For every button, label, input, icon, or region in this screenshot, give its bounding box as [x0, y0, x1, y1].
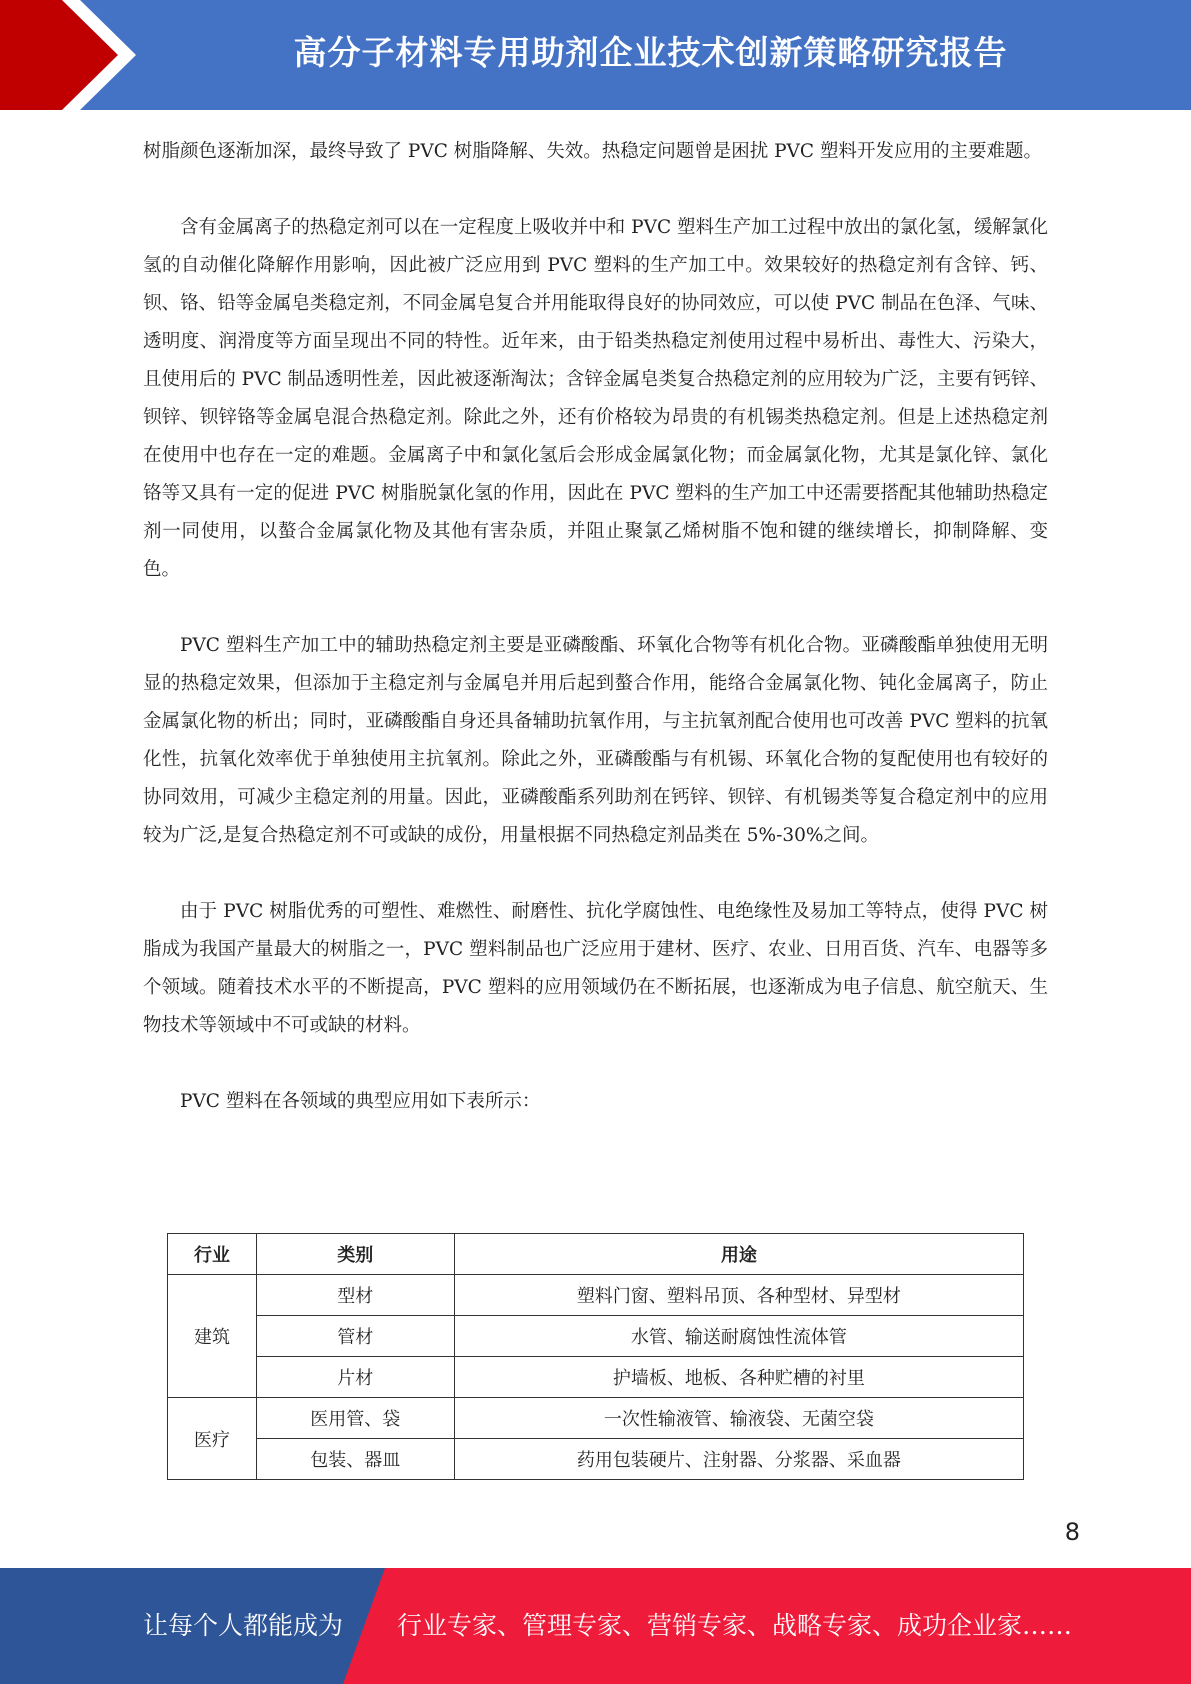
table-row — [168, 1316, 1024, 1357]
page-footer — [0, 1568, 1191, 1684]
table-cell-use: 护墙板、地板、各种贮槽的衬里 — [454, 1357, 1023, 1398]
table-cell-industry: 医疗 — [168, 1398, 257, 1480]
table-cell-category: 型材 — [256, 1275, 454, 1316]
table-cell-use: 一次性输液管、输液袋、无菌空袋 — [454, 1398, 1023, 1439]
header-arrow-icon — [0, 0, 150, 110]
table-row — [168, 1275, 1024, 1316]
table-header-use: 用途 — [454, 1234, 1023, 1275]
paragraph-1: 树脂颜色逐渐加深，最终导致了 PVC 树脂降解、失效。热稳定问题曾是困扰 PVC 塑料开发应用的主要难题。 — [143, 141, 1042, 162]
table-cell-use: 药用包装硬片、注射器、分浆器、采血器 — [454, 1439, 1023, 1480]
body-content — [143, 133, 1048, 1159]
application-table — [167, 1233, 1024, 1480]
page-header — [0, 0, 1191, 110]
table-cell-industry: 建筑 — [168, 1275, 257, 1398]
application-table-wrapper — [167, 1233, 1024, 1481]
table-header-category: 类别 — [256, 1234, 454, 1275]
paragraph-4: 由于 PVC 树脂优秀的可塑性、难燃性、耐磨性、抗化学腐蚀性、电绝缘性及易加工等特点，使得 PVC 树脂成为我国产量最大的树脂之一，PVC 塑料制品也广泛应用于建材、医疗、农业、日用百货、汽车、电器等多个领域。随着技术水平的不断提高，PVC 塑料的应用领域仍在不断拓展，也逐渐成为电子信息、航空航天、生物技术等领域中不可或缺的材料。 — [143, 901, 1048, 1036]
table-cell-category: 片材 — [256, 1357, 454, 1398]
paragraph-2: 含有金属离子的热稳定剂可以在一定程度上吸收并中和 PVC 塑料生产加工过程中放出的氯化氢，缓解氯化氢的自动催化降解作用影响，因此被广泛应用到 PVC 塑料的生产加工中。效果较好的热稳定剂有含锌、钙、钡、铬、铅等金属皂类稳定剂，不同金属皂复合并用能取得良好的协同效应，可以使 PVC 制品在色泽、气味、透明度、润滑度等方面呈现出不同的特性。近年来，由于铅类热稳定剂使用过程中易析出、毒性大、污染大，且使用后的 PVC 制品透明性差，因此被逐渐淘汰；含锌金属皂类复合热稳定剂的应用较为广泛，主要有钙锌、钡锌、钡锌铬等金属皂混合热稳定剂。除此之外，还有价格较为昂贵的有机锡类热稳定剂。但是上述热稳定剂在使用中也存在一定的难题。金属离子中和氯化氢后会形成金属氯化物；而金属氯化物，尤其是氯化锌、氯化铬等又具有一定的促进 PVC 树脂脱氯化氢的作用，因此在 PVC 塑料的生产加工中还需要搭配其他辅助热稳定剂一同使用，以螯合金属氯化物及其他有害杂质，并阻止聚氯乙烯树脂不饱和键的继续增长，抑制降解、变色。 — [143, 217, 1048, 580]
table-cell-category: 包装、器皿 — [256, 1439, 454, 1480]
footer-slogan-left: 让每个人都能成为 — [143, 1611, 344, 1640]
table-header-industry: 行业 — [168, 1234, 257, 1275]
page-number: 8 — [1064, 1518, 1080, 1546]
paragraph-5: PVC 塑料在各领域的典型应用如下表所示： — [180, 1091, 541, 1112]
table-header-row — [168, 1234, 1024, 1275]
table-cell-category: 医用管、袋 — [256, 1398, 454, 1439]
table-row — [168, 1398, 1024, 1439]
table-cell-use: 水管、输送耐腐蚀性流体管 — [454, 1316, 1023, 1357]
table-row — [168, 1357, 1024, 1398]
report-title: 高分子材料专用助剂企业技术创新策略研究报告 — [293, 33, 1008, 72]
table-row — [168, 1439, 1024, 1480]
paragraph-3: PVC 塑料生产加工中的辅助热稳定剂主要是亚磷酸酯、环氧化合物等有机化合物。亚磷酸酯单独使用无明显的热稳定效果，但添加于主稳定剂与金属皂并用后起到螯合作用，能络合金属氯化物、钝化金属离子，防止金属氯化物的析出；同时，亚磷酸酯自身还具备辅助抗氧作用，与主抗氧剂配合使用也可改善 PVC 塑料的抗氧化性，抗氧化效率优于单独使用主抗氧剂。除此之外，亚磷酸酯与有机锡、环氧化合物的复配使用也有较好的协同效用，可减少主稳定剂的用量。因此，亚磷酸酯系列助剂在钙锌、钡锌、有机锡类等复合稳定剂中的应用较为广泛,是复合热稳定剂不可或缺的成份，用量根据不同热稳定剂品类在 5%-30%之间。 — [143, 635, 1048, 846]
table-cell-category: 管材 — [256, 1316, 454, 1357]
table-cell-use: 塑料门窗、塑料吊顶、各种型材、异型材 — [454, 1275, 1023, 1316]
footer-slogan-right: 行业专家、管理专家、营销专家、战略专家、成功企业家…… — [397, 1611, 1073, 1640]
